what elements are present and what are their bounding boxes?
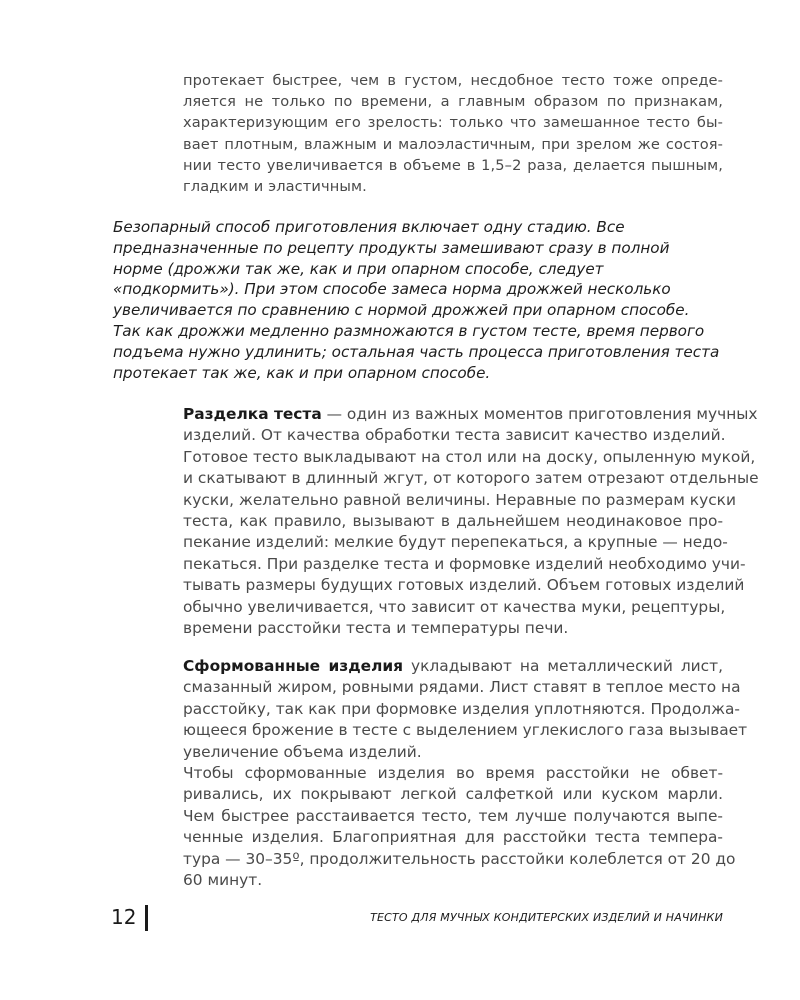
text-line: ченные изделия. Благоприятная для расстойки теста темпера- bbox=[183, 828, 723, 847]
text-line: времени расстойки теста и температуры печи. bbox=[183, 619, 569, 638]
text-line: Безопарный способ приготовления включает одну стадию. Все bbox=[113, 218, 625, 236]
text-line: Чем быстрее расстаивается тесто, тем лучше получаются выпе- bbox=[183, 806, 723, 825]
paragraph-bezoparny bbox=[113, 217, 718, 383]
text-line: Готовое тесто выкладывают на стол или на доску, опыленную мукой, bbox=[183, 447, 756, 466]
text-line: Чтобы сформованные изделия во время расстойки не обвет- bbox=[183, 764, 723, 783]
text-line: куски, желательно равной величины. Неравные по размерам куски bbox=[183, 490, 736, 509]
text-line: смазанный жиром, ровными рядами. Лист ставят в теплое место на bbox=[183, 678, 741, 697]
term-heading: Сформованные изделия bbox=[183, 657, 404, 675]
text-run: укладывают на металлический лист, bbox=[403, 657, 723, 675]
text-line: Так как дрожжи медленно размножаются в густом тесте, время первого bbox=[113, 321, 705, 340]
text-line: предназначенные по рецепту продукты замешивают сразу в полной bbox=[113, 238, 670, 257]
text-line: «подкормить»). При этом способе замеса норма дрожжей несколько bbox=[113, 280, 671, 299]
text-line bbox=[183, 656, 723, 677]
text-line: нии тесто увеличивается в объеме в 1,5–2 раза, делается пышным, bbox=[183, 156, 723, 174]
paragraph-razdelka bbox=[183, 404, 759, 639]
paragraph-sformovannye bbox=[183, 656, 748, 891]
text-line: изделий. От качества обработки теста зависит качество изделий. bbox=[183, 426, 726, 445]
text-line: увеличение объема изделий. bbox=[183, 742, 422, 761]
text-line: характеризующим его зрелость: только что замешанное тесто бы- bbox=[183, 114, 723, 132]
text-line: тура — 30–35º, продолжительность расстойки колеблется от 20 до bbox=[183, 849, 736, 868]
text-line: увеличивается по сравнению с нормой дрожжей при опарном способе. bbox=[113, 301, 690, 320]
text-line: расстойку, так как при формовке изделия уплотняются. Продолжа- bbox=[183, 699, 740, 718]
text-line: протекает так же, как и при опарном способе. bbox=[113, 363, 491, 382]
term-heading: Разделка теста bbox=[183, 405, 322, 423]
text-line: протекает быстрее, чем в густом, несдобное тесто тоже опреде- bbox=[183, 72, 723, 89]
paragraph-continuation bbox=[183, 70, 723, 197]
text-line: обычно увеличивается, что зависит от качества муки, рецептуры, bbox=[183, 597, 726, 616]
text-line: и скатывают в длинный жгут, от которого затем отрезают отдельные bbox=[183, 469, 759, 488]
text-line: пекаться. При разделке теста и формовке изделий необходимо учи- bbox=[183, 554, 746, 573]
text-line: ляется не только по времени, а главным образом по признакам, bbox=[183, 93, 723, 111]
text-line: 60 минут. bbox=[183, 871, 263, 890]
text-line: гладким и эластичным. bbox=[183, 178, 367, 196]
text-run: — один из важных моментов приготовления мучных bbox=[321, 405, 758, 423]
text-line: подъема нужно удлинить; остальная часть процесса приготовления теста bbox=[113, 342, 720, 361]
text-line: ривались, их покрывают легкой салфеткой или куском марли. bbox=[183, 785, 723, 804]
text-line: норме (дрожжи так же, как и при опарном способе, следует bbox=[113, 259, 604, 278]
text-line bbox=[183, 404, 758, 425]
text-line: тывать размеры будущих готовых изделий. Объем готовых изделий bbox=[183, 576, 745, 595]
text-line: пекание изделий: мелкие будут перепекаться, а крупные — недо- bbox=[183, 533, 728, 552]
page-number: 12 bbox=[111, 905, 137, 929]
running-footer-title: ТЕСТО ДЛЯ МУЧНЫХ КОНДИТЕРСКИХ ИЗДЕЛИЙ И НАЧИНКИ bbox=[370, 911, 723, 924]
text-line: ющееся брожение в тесте с выделением углекислого газа вызывает bbox=[183, 721, 748, 740]
text-line: вает плотным, влажным и малоэластичным, при зрелом же состоя- bbox=[183, 135, 723, 153]
footer-divider bbox=[145, 905, 148, 931]
text-line: теста, как правило, вызывают в дальнейшем неодинаковое про- bbox=[183, 512, 723, 531]
